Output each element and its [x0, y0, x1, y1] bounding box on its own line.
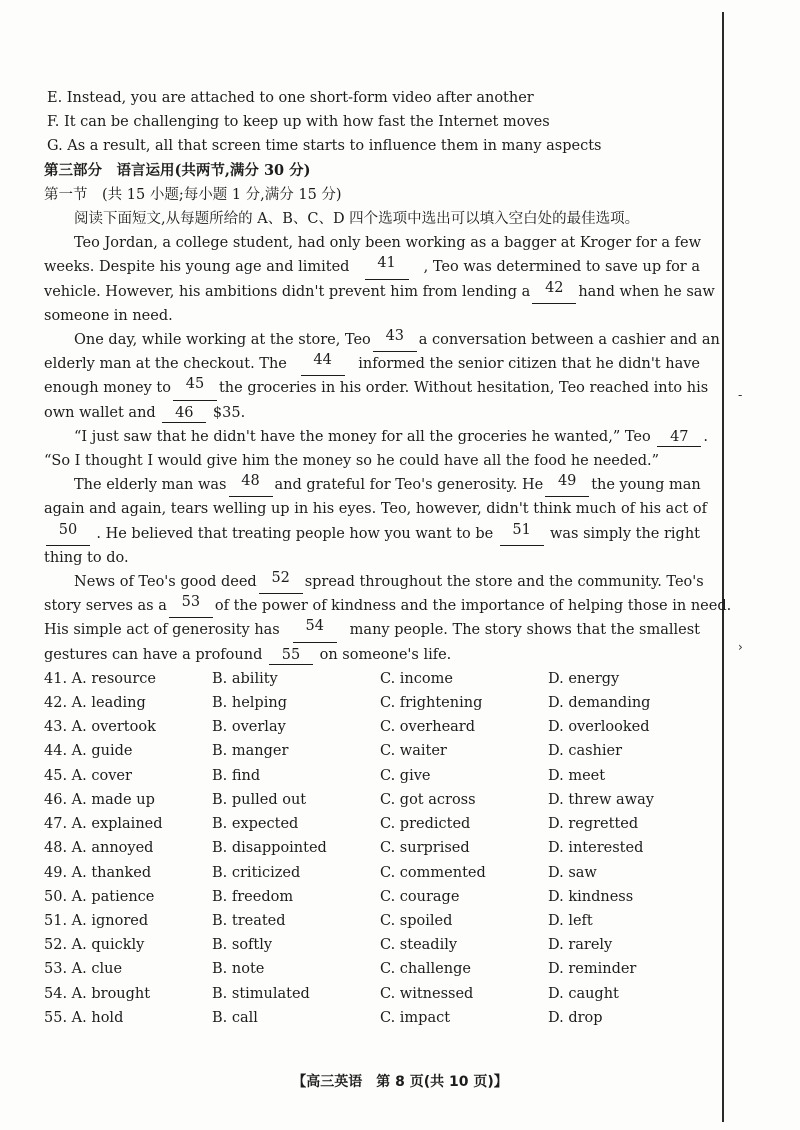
p2-line1	[44, 328, 720, 352]
p3-line2: “So I thought I would give him the money so he could have all the food he needed.”	[44, 453, 660, 470]
text: gestures can have a profound	[44, 646, 263, 663]
text: spread throughout the store and the community. Teo's	[304, 574, 704, 591]
p2-line3	[44, 376, 709, 400]
p2-line4	[44, 401, 700, 425]
option-b: B. pulled out	[212, 791, 307, 808]
option-a: 42. A. leading	[44, 695, 146, 712]
option-f: F. It can be challenging to keep up with how fast the Internet moves	[47, 114, 550, 131]
blank-50: 50	[46, 522, 90, 546]
option-a: 53. A. clue	[44, 961, 123, 978]
text: , Teo was determined to save up for a	[423, 259, 700, 276]
text: His simple act of generosity has	[44, 622, 280, 639]
option-c: C. witnessed	[380, 985, 474, 1002]
p5-line1	[44, 570, 704, 594]
option-a: 52. A. quickly	[44, 937, 145, 954]
question-row	[44, 715, 700, 739]
blank-55: 55	[269, 647, 313, 665]
text: hand when he saw	[578, 283, 715, 300]
option-c: C. overheard	[380, 719, 476, 736]
page-footer: 【高三英语 第 8 页(共 10 页)】	[292, 1074, 508, 1090]
blank-45: 45	[173, 376, 217, 400]
question-row	[44, 764, 700, 788]
option-b: B. call	[212, 1009, 258, 1026]
option-d: D. rarely	[548, 937, 613, 954]
option-d: D. left	[548, 912, 593, 929]
text: “I just saw that he didn't have the money for all the groceries he wanted,” Teo	[74, 428, 651, 445]
option-d: D. caught	[548, 985, 619, 1002]
option-b: B. softly	[212, 937, 273, 954]
option-c: C. impact	[380, 1009, 451, 1026]
text: the young man	[591, 477, 701, 494]
text: News of Teo's good deed	[74, 574, 257, 591]
option-c: C. income	[380, 670, 453, 687]
text: of the power of kindness and the importance of helping those in need.	[214, 598, 732, 615]
blank-53: 53	[169, 594, 213, 618]
option-d: D. drop	[548, 1009, 603, 1026]
option-c: C. got across	[380, 791, 476, 808]
text: many people. The story shows that the smallest	[349, 622, 700, 639]
option-d: D. cashier	[548, 743, 623, 760]
question-row	[44, 836, 700, 860]
question-row	[44, 788, 700, 812]
option-b: B. helping	[212, 695, 287, 712]
option-b: B. note	[212, 961, 265, 978]
text: elderly man at the checkout. The	[44, 356, 287, 373]
blank-42: 42	[532, 280, 576, 304]
blank-44: 44	[301, 352, 345, 376]
option-a: 51. A. ignored	[44, 912, 149, 929]
option-d: D. reminder	[548, 961, 637, 978]
option-b: B. ability	[212, 670, 278, 687]
blank-49: 49	[545, 473, 589, 497]
question-row	[44, 812, 700, 836]
option-b: B. overlay	[212, 719, 286, 736]
p2-line2	[44, 352, 700, 376]
text: the groceries in his order. Without hesitation, Teo reached into his	[218, 380, 709, 397]
option-c: C. courage	[380, 888, 460, 905]
option-c: C. challenge	[380, 961, 471, 978]
p1-line3	[44, 279, 715, 304]
text: One day, while working at the store, Teo	[74, 332, 371, 349]
binding-line	[722, 12, 724, 1122]
option-c: C. frightening	[380, 695, 483, 712]
option-a: 46. A. made up	[44, 791, 155, 808]
option-d: D. demanding	[548, 695, 651, 712]
p4-line1	[44, 473, 700, 497]
question-row	[44, 982, 700, 1006]
option-d: D. saw	[548, 864, 597, 881]
question-row	[44, 667, 700, 691]
text: vehicle. However, his ambitions didn't prevent him from lending a	[44, 283, 531, 300]
p5-line2	[44, 594, 732, 618]
blank-52: 52	[259, 570, 303, 594]
blank-46: 46	[162, 405, 206, 423]
question-row	[44, 933, 700, 957]
option-c: C. waiter	[380, 743, 447, 760]
exam-page	[44, 86, 732, 1030]
margin-mark: -	[738, 388, 743, 402]
p1-line1: Teo Jordan, a college student, had only been working as a bagger at Kroger for a few	[74, 235, 701, 252]
option-g: G. As a result, all that screen time starts to influence them in many aspects	[47, 138, 602, 155]
option-b: B. disappointed	[212, 840, 327, 857]
text: own wallet and	[44, 404, 156, 421]
option-b: B. expected	[212, 816, 299, 833]
p5-line3	[44, 618, 700, 642]
option-d: D. regretted	[548, 816, 639, 833]
question-row	[44, 909, 700, 933]
option-b: B. manger	[212, 743, 289, 760]
option-a: 44. A. guide	[44, 743, 133, 760]
option-c: C. surprised	[380, 840, 470, 857]
text: . He believed that treating people how you want to be	[96, 525, 494, 542]
option-c: C. commented	[380, 864, 486, 881]
text: enough money to	[44, 380, 171, 397]
blank-48: 48	[229, 473, 273, 497]
p4-line4: thing to do.	[44, 549, 129, 566]
question-row	[44, 861, 700, 885]
text: .	[703, 428, 708, 445]
p3-line1	[44, 425, 708, 449]
option-b: B. stimulated	[212, 985, 310, 1002]
question-row	[44, 691, 700, 715]
text: a conversation between a cashier and an	[418, 332, 720, 349]
option-a: 55. A. hold	[44, 1009, 124, 1026]
text: $35.	[212, 404, 246, 421]
question-row	[44, 1006, 700, 1030]
text: was simply the right	[549, 525, 700, 542]
option-b: B. criticized	[212, 864, 301, 881]
option-a: 48. A. annoyed	[44, 840, 154, 857]
p5-line4	[44, 643, 700, 667]
option-a: 50. A. patience	[44, 888, 155, 905]
text: informed the senior citizen that he didn't have	[358, 356, 700, 373]
option-e: E. Instead, you are attached to one short-form video after another	[47, 90, 534, 106]
option-c: C. predicted	[380, 816, 471, 833]
question-row	[44, 885, 700, 909]
text: on someone's life.	[319, 646, 452, 663]
question-row	[44, 739, 700, 763]
p4-line2: again and again, tears welling up in his eyes. Teo, however, didn't think much of his act of	[44, 501, 707, 518]
option-a: 41. A. resource	[44, 670, 157, 687]
option-a: 45. A. cover	[44, 767, 132, 784]
p4-line3	[44, 522, 700, 546]
text: and grateful for Teo's generosity. He	[274, 477, 544, 494]
option-d: D. meet	[548, 767, 606, 784]
option-d: D. threw away	[548, 791, 654, 808]
blank-41: 41	[365, 255, 409, 279]
text: The elderly man was	[74, 477, 227, 494]
blank-51: 51	[500, 522, 544, 546]
p1-line4: someone in need.	[44, 307, 173, 324]
option-a: 47. A. explained	[44, 816, 163, 833]
option-b: B. treated	[212, 912, 286, 929]
margin-mark: ›	[738, 640, 743, 654]
part-heading: 第三部分 语言运用(共两节,满分 30 分)	[44, 161, 311, 179]
option-d: D. kindness	[548, 888, 634, 905]
option-a: 54. A. brought	[44, 985, 151, 1002]
text: story serves as a	[44, 598, 167, 615]
option-d: D. energy	[548, 670, 620, 687]
option-b: B. freedom	[212, 888, 294, 905]
option-d: D. interested	[548, 840, 644, 857]
text: weeks. Despite his young age and limited	[44, 259, 350, 276]
option-d: D. overlooked	[548, 719, 650, 736]
option-c: C. steadily	[380, 937, 458, 954]
options-grid	[44, 667, 700, 1030]
blank-47: 47	[657, 429, 701, 447]
sub-heading: 第一节 (共 15 小题;每小题 1 分,满分 15 分)	[44, 186, 342, 203]
blank-54: 54	[293, 618, 337, 642]
p1-line2	[44, 255, 700, 279]
option-b: B. find	[212, 767, 261, 784]
question-row	[44, 957, 700, 981]
blank-43: 43	[373, 328, 417, 352]
option-a: 49. A. thanked	[44, 864, 152, 881]
option-c: C. spoiled	[380, 912, 453, 929]
option-a: 43. A. overtook	[44, 719, 156, 736]
option-c: C. give	[380, 767, 431, 784]
instruction: 阅读下面短文,从每题所给的 A、B、C、D 四个选项中选出可以填入空白处的最佳选项。	[74, 211, 640, 228]
